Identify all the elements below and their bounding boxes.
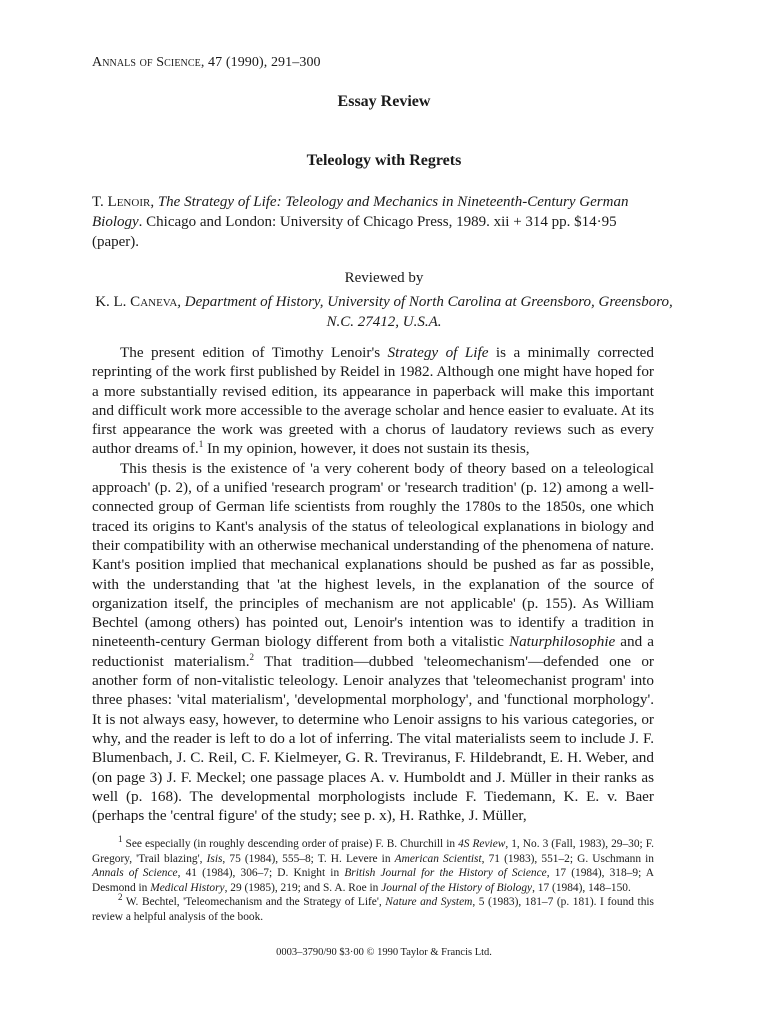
footnote-ref-1[interactable]: 1 [198,439,204,450]
footnotes [92,834,654,925]
publication-details: . Chicago and London: University of Chicago Press, 1989. xii + 314 pp. $14·95 (paper). [92,214,617,250]
article-body [92,343,654,825]
paragraph-2: This thesis is the existence of 'a very coherent body of theory based on a teleological approach' (p. 2), of a unified 'research program' or 'research tradition' (p. 12) among a well-connected group of German life scientists from roughly the 1780s to the 1850s, one which traced its origins to Kant's analysis of the status of teleological explanations in biology and their compatibility with an otherwise mechanical understanding of the phenomena of nature. Kant's position implied that mechanical explanations should be pushed as far as possible, with the understanding that 'at the highest levels, in the explanation of the source of organization itself, the principles of mechanism are not applicable' (p. 155). As William Bechtel (among others) has pointed out, Lenoir's intention was to identify a tradition in nineteenth-century German biology different from both a vitalistic Naturphilosophie and a reductionist materialism.$^2$ That tradition—dubbed 'teleomechanism'—defended one or another form of non-vitalistic teleology. Lenoir analyzes that 'teleomechanist program' into three phases: 'vital materialism', 'developmental morphology', and 'functional morphology'. It is not always easy, however, to determine who Lenoir assigns to his various categories, or why, and the reader is left to do a lot of inferring. The vital materialists seem to include J. F. Blumenbach, J. C. Reil, C. F. Kielmeyer, G. R. Treviranus, F. Hildebrandt, E. H. Weber, and (on page 3) J. F. Meckel; one passage places A. v. Humboldt and J. Müller in their ranks as well (p. 168). The developmental morphologists include F. Tiedemann, K. E. v. Baer (perhaps the 'central figure' of the study; see p. x), H. Rathke, J. Müller, [92,459,654,825]
reviewer-affiliation: , Department of History, University of North Carolina at Greensboro, Greensboro, N.C. 27412, U.S.A. [177,294,673,330]
copyright-line: 0003–3790/90 $3·00 © 1990 Taylor & Francis Ltd. [276,947,492,958]
running-header [92,55,321,71]
book-author: T. Lenoir [92,194,151,210]
reviewer-block [80,292,688,332]
paragraph-1: The present edition of Timothy Lenoir's Strategy of Life is a minimally corrected reprinting of the work first published by Reidel in 1982. Although one might have hoped for a more substantially revised edition, its appearance in paperback will make this important and difficult work more accessible to the average scholar and hence easier to evaluate. At its first appearance the work was greeted with a chorus of laudatory reviews such as every author dreams of.$^1$ In my opinion, however, it does not sustain its thesis, [92,344,654,458]
reviewer-name: K. L. Caneva [95,294,178,310]
section-label: Essay Review [337,93,431,110]
reviewed-by-label: Reviewed by [344,270,424,286]
book-citation: T. Lenoir, The Strategy of Life: Teleology and Mechanics in Nineteenth-Century German Biology. Chicago and London: University of Chicago Press, 1989. xii + 314 pp. $14·95 (paper). [92,194,629,250]
journal-name: Annals of Science [92,55,201,70]
footnote-mark-2: 2 [118,892,123,903]
book-title: The Strategy of Life: Teleology and Mechanics in Nineteenth-Century German Biology [92,194,629,230]
footnote-1: $^1$ See especially (in roughly descending order of praise) F. B. Churchill in 4S Review, 1, No. 3 (Fall, 1983), 29–30; F. Gregory, 'Trail blazing', Isis, 75 (1984), 555–8; T. H. Levere in American Scientist, 71 (1983), 551–2; G. Uschmann in Annals of Science, 41 (1984), 306–7; D. Knight in British Journal for the History of Science, 17 (1984), 318–9; A Desmond in Medical History, 29 (1985), 219; and S. A. Roe in Journal of the History of Biology, 17 (1984), 148–150. [92,834,654,894]
footnote-ref-2[interactable]: 2 [249,651,254,662]
footnote-mark-1: 1 [118,834,123,845]
footnote-2: $^2$ W. Bechtel, 'Teleomechanism and the Strategy of Life', Nature and System, 5 (1983), 181–7 (p. 181). I found this review a helpful analysis of the book. [92,892,654,923]
article-title: Teleology with Regrets [306,152,462,169]
journal-volume-pages: , 47 (1990), 291–300 [200,55,321,70]
